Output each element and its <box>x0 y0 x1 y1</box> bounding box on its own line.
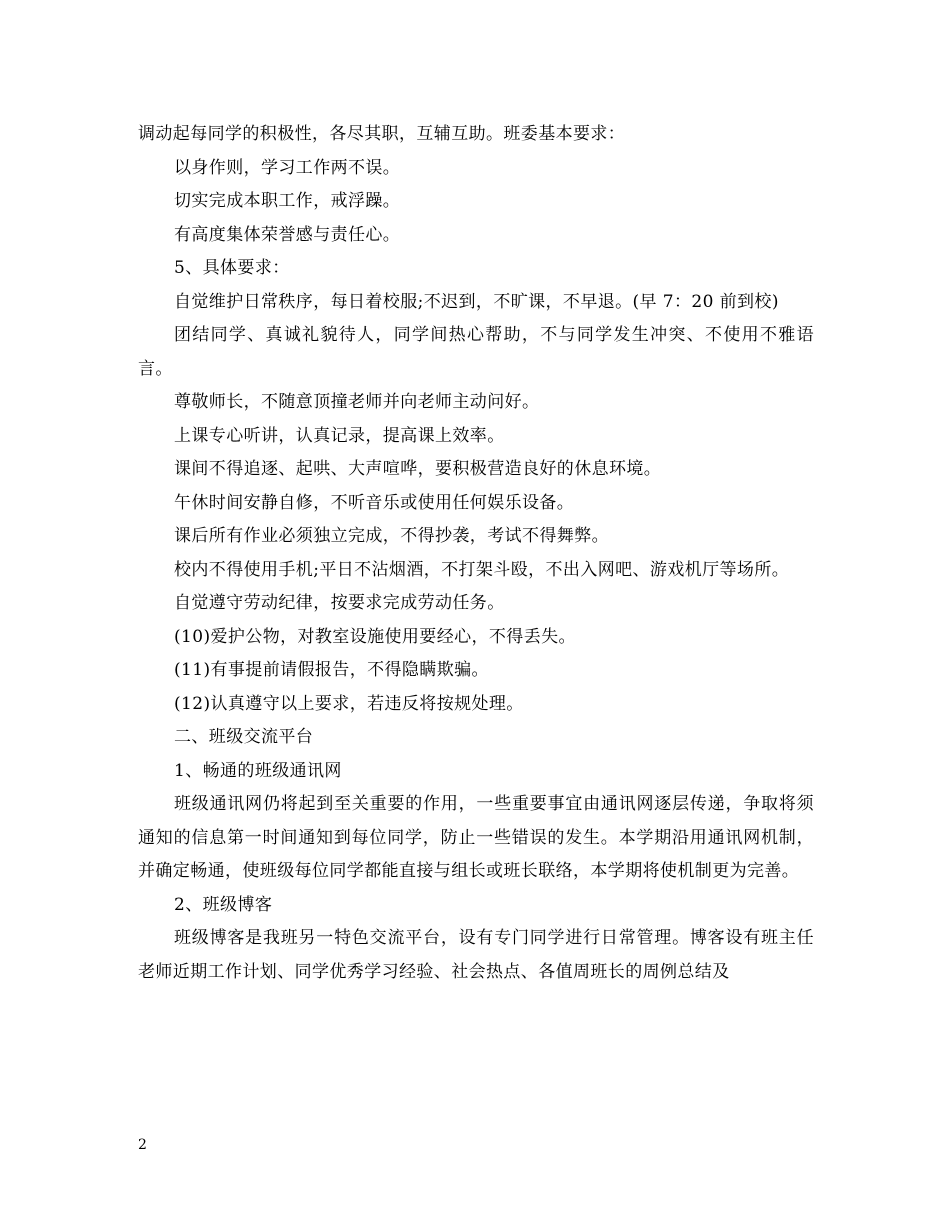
paragraph: 班级博客是我班另一特色交流平台，设有专门同学进行日常管理。博客设有班主任老师近期工作计划、同学优秀学习经验、社会热点、各值周班长的周例总结及 <box>138 928 814 982</box>
paragraph: 班级通讯网仍将起到至关重要的作用，一些重要事宜由通讯网逐层传递，争取将须通知的信息第一时间通知到每位同学，防止一些错误的发生。本学期沿用通讯网机制，并确定畅通，使班级每位同学都能直接与组长或班长联络，本学期将使机制更为完善。 <box>138 794 814 881</box>
paragraph: 上课专心听讲，认真记录，提高课上效率。 <box>174 425 505 446</box>
paragraph: 以身作则，学习工作两不误。 <box>174 157 401 178</box>
paragraph: (12)认真遵守以上要求，若违反将按规处理。 <box>174 693 524 714</box>
paragraph: 午休时间安静自修，不听音乐或使用任何娱乐设备。 <box>174 492 575 513</box>
paragraph: 课后所有作业必须独立完成，不得抄袭，考试不得舞弊。 <box>174 526 609 546</box>
paragraph: (11)有事提前请假报告，不得隐瞒欺骗。 <box>174 660 489 680</box>
section-heading: 5、具体要求： <box>174 258 290 278</box>
paragraph: 有高度集体荣誉感与责任心。 <box>174 224 401 245</box>
page-number: 2 <box>138 1137 147 1153</box>
paragraph: 切实完成本职工作，戒浮躁。 <box>174 191 401 211</box>
paragraph: 自觉维护日常秩序，每日着校服;不迟到，不旷课，不早退。(早 7：20 前到校) <box>174 291 779 312</box>
paragraph: 团结同学、真诚礼貌待人，同学间热心帮助，不与同学发生冲突、不使用不雅语言。 <box>138 325 814 379</box>
subsection-heading: 2、班级博客 <box>174 894 273 915</box>
section-heading: 二、班级交流平台 <box>174 727 314 747</box>
paragraph: 课间不得追逐、起哄、大声喧哗，要积极营造良好的休息环境。 <box>174 459 662 479</box>
subsection-heading: 1、畅通的班级通讯网 <box>174 760 342 781</box>
paragraph: (10)爱护公物，对教室设施使用要经心，不得丢失。 <box>174 626 576 647</box>
document-body <box>138 118 814 989</box>
paragraph: 尊敬师长，不随意顶撞老师并向老师主动问好。 <box>174 392 540 412</box>
paragraph: 调动起每同学的积极性，各尽其职，互辅互助。班委基本要求： <box>138 124 626 144</box>
paragraph: 校内不得使用手机;平日不沾烟酒，不打架斗殴，不出入网吧、游戏机厅等场所。 <box>174 559 790 580</box>
paragraph: 自觉遵守劳动纪律，按要求完成劳动任务。 <box>174 593 505 613</box>
